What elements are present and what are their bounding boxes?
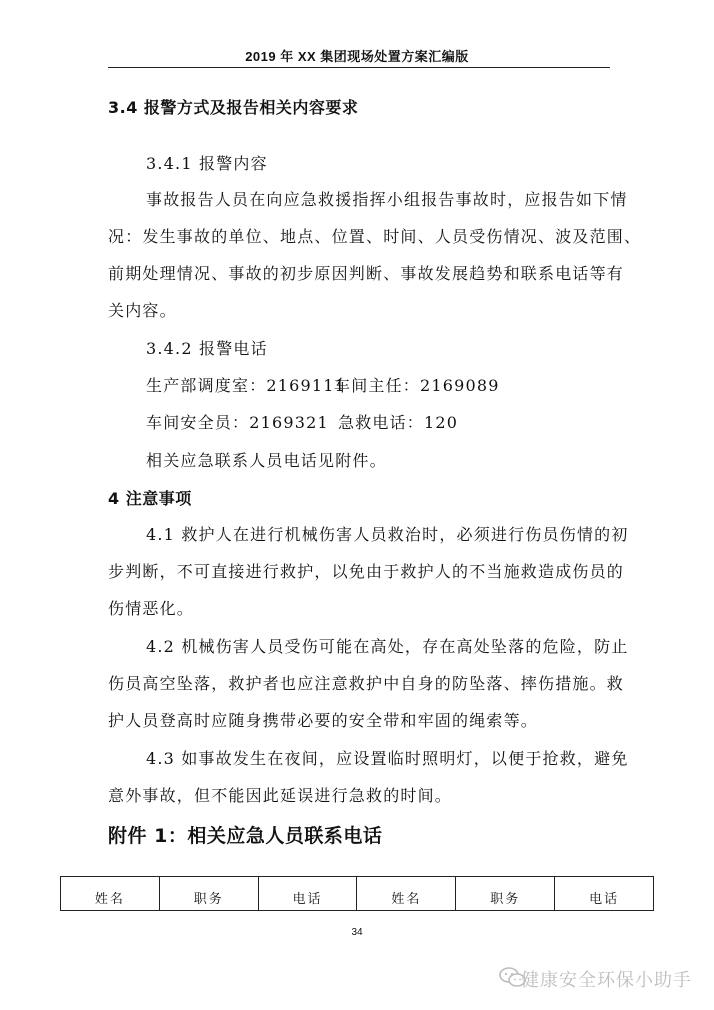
page-number: 34 bbox=[351, 927, 363, 938]
watermark-text: 健康安全环保小助手 bbox=[521, 970, 692, 991]
phone-emergency: 急救电话：120 bbox=[338, 413, 459, 432]
subsection-heading-3-4-2: 3.4.2 报警电话 bbox=[146, 339, 268, 358]
subsection-heading-3-4-1: 3.4.1 报警内容 bbox=[146, 154, 268, 173]
table-header-cell: 职务 bbox=[456, 877, 555, 911]
paragraph-line: 意外事故，但不能因此延误进行急救的时间。 bbox=[108, 786, 453, 805]
appendix-heading: 附件 1：相关应急人员联系电话 bbox=[108, 825, 383, 847]
paragraph-line: 护人员登高时应随身携带必要的安全带和牢固的绳索等。 bbox=[108, 711, 539, 730]
phone-workshop-director: 车间主任：2169089 bbox=[334, 376, 500, 395]
paragraph-line: 4.1 救护人在进行机械伤害人员救治时，必须进行伤员伤情的初 bbox=[146, 525, 629, 544]
table-header-cell: 姓名 bbox=[357, 877, 456, 911]
table-header-cell: 职务 bbox=[159, 877, 258, 911]
table-header-cell: 电话 bbox=[555, 877, 654, 911]
section-heading-3-4: 3.4 报警方式及报告相关内容要求 bbox=[108, 98, 359, 117]
section-heading-4: 4 注意事项 bbox=[108, 489, 192, 508]
paragraph-line: 4.2 机械伤害人员受伤可能在高处，存在高处坠落的危险，防止 bbox=[146, 637, 629, 656]
table-header-cell: 电话 bbox=[258, 877, 357, 911]
paragraph-line: 4.3 如事故发生在夜间，应设置临时照明灯，以便于抢救，避免 bbox=[146, 749, 629, 768]
paragraph-line: 关内容。 bbox=[108, 301, 177, 320]
paragraph-line: 况：发生事故的单位、地点、位置、时间、人员受伤情况、波及范围、 bbox=[108, 227, 642, 246]
contacts-table bbox=[60, 876, 654, 911]
paragraph-line: 伤情恶化。 bbox=[108, 599, 195, 618]
page-header-title: 2019 年 XX 集团现场处置方案汇编版 bbox=[245, 49, 469, 64]
paragraph-line: 事故报告人员在向应急救援指挥小组报告事故时，应报告如下情 bbox=[146, 190, 628, 209]
phone-safety-officer: 车间安全员：2169321 bbox=[146, 413, 329, 432]
phone-dispatch-room: 生产部调度室：2169111 bbox=[146, 376, 347, 395]
table-header-row bbox=[61, 877, 654, 911]
paragraph-line: 步判断，不可直接进行救护，以免由于救护人的不当施救造成伤员的 bbox=[108, 562, 625, 581]
table-header-cell: 姓名 bbox=[61, 877, 160, 911]
paragraph-line: 前期处理情况、事故的初步原因判断、事故发展趋势和联系电话等有 bbox=[108, 264, 625, 283]
header-divider bbox=[108, 67, 610, 68]
appendix-reference-note: 相关应急联系人员电话见附件。 bbox=[146, 451, 387, 470]
paragraph-line: 伤员高空坠落，救护者也应注意救护中自身的防坠落、摔伤措施。救 bbox=[108, 674, 625, 693]
